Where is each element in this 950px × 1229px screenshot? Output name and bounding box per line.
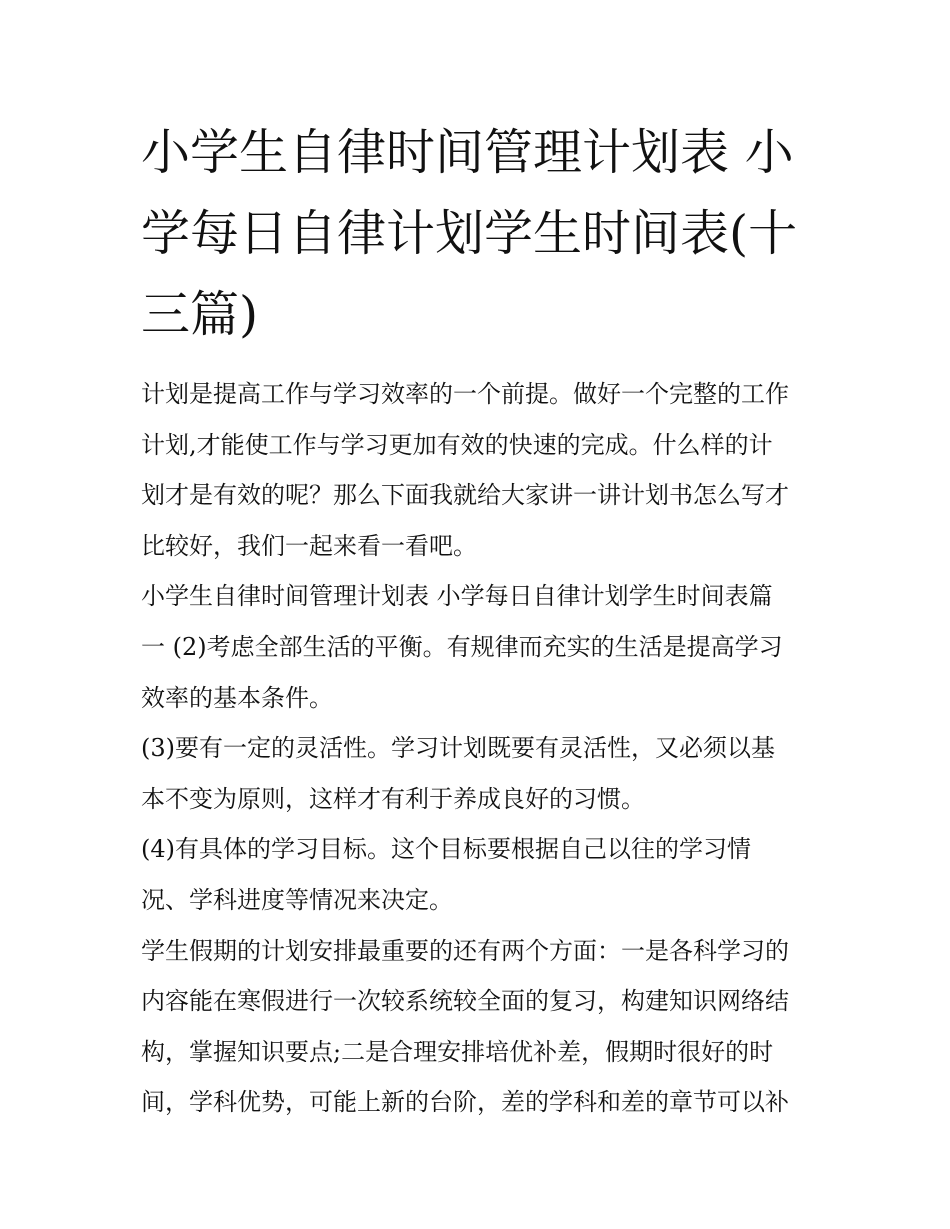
title-line-3: 三篇) (141, 286, 259, 343)
title-line-1: 小学生自律时间管理计划表 小 (141, 124, 794, 181)
paragraph-line: 本不变为原则，这样才有利于养成良好的习惯。 (141, 784, 645, 813)
paragraph-line: 构，掌握知识要点;二是合理安排培优补差，假期时很好的时 (141, 1037, 774, 1066)
intro-paragraph (141, 369, 817, 571)
paragraph-line: 计划是提高工作与学习效率的一个前提。做好一个完整的工作 (141, 380, 789, 408)
document-content (141, 112, 817, 1128)
paragraph-line: 内容能在寒假进行一次较系统较全面的复习，构建知识网络结 (141, 987, 789, 1016)
paragraph-line: 一 (2)考虑全部生活的平衡。有规律而充实的生活是提高学习 (141, 632, 783, 661)
paragraph-line: 计划,才能使工作与学习更加有效的快速的完成。什么样的计 (141, 430, 773, 459)
paragraph-line: 况、学科进度等情况来决定。 (141, 885, 453, 914)
document-title (141, 112, 817, 355)
paragraph-line: 间，学科优势，可能上新的台阶，差的学科和差的章节可以补 (141, 1088, 789, 1117)
paragraph-line: 划才是有效的呢？那么下面我就给大家讲一讲计划书怎么写才 (141, 481, 789, 510)
title-line-2: 学每日自律计划学生时间表(十 (141, 205, 798, 262)
paragraph-line: 效率的基本条件。 (141, 683, 333, 712)
section-paragraph-3 (141, 824, 817, 925)
paragraph-line: 比较好，我们一起来看一看吧。 (141, 531, 477, 560)
section-paragraph-2 (141, 723, 817, 824)
section-paragraph-4 (141, 926, 817, 1128)
paragraph-line: (3)要有一定的灵活性。学习计划既要有灵活性，又必须以基 (141, 734, 775, 763)
paragraph-line: 学生假期的计划安排最重要的还有两个方面：一是各科学习的 (141, 936, 789, 965)
paragraph-line: 小学生自律时间管理计划表 小学每日自律计划学生时间表篇 (141, 582, 773, 611)
paragraph-line: (4)有具体的学习目标。这个目标要根据自己以往的学习情 (141, 835, 751, 864)
section-paragraph-1 (141, 571, 817, 723)
